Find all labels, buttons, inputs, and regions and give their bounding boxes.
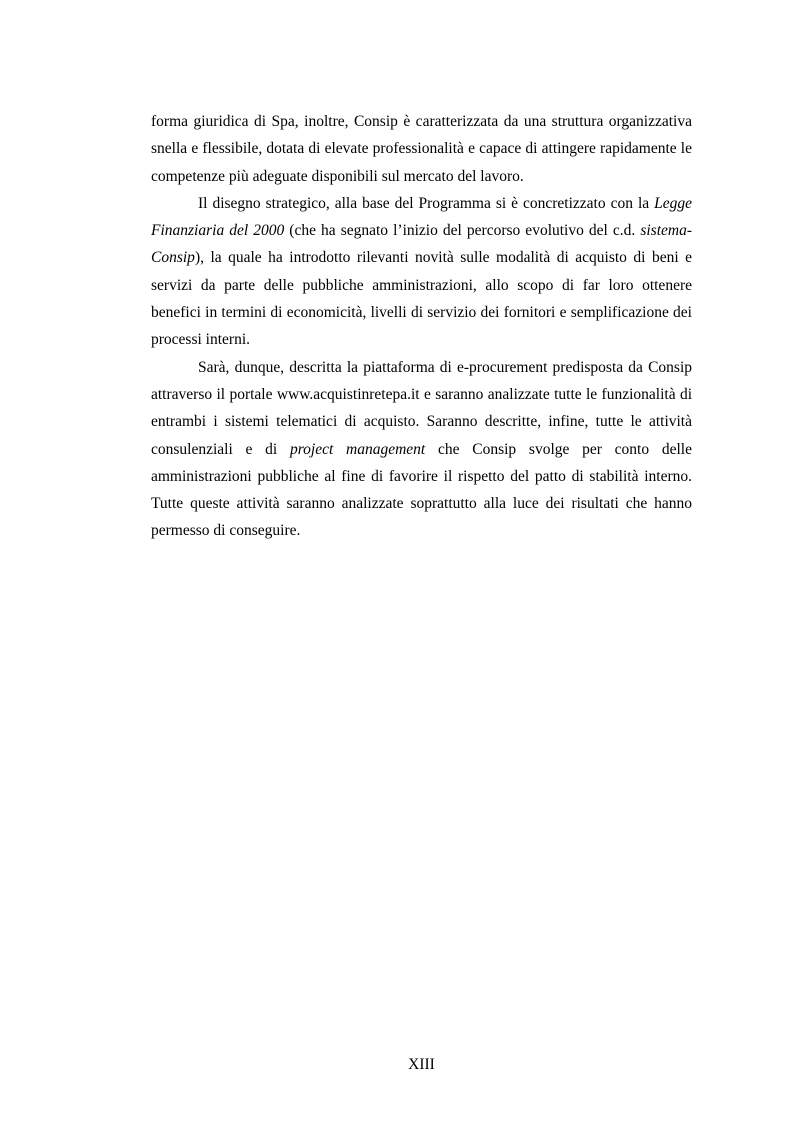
- italic-project-management: project management: [289, 440, 426, 458]
- page-number: XIII: [408, 1056, 435, 1073]
- paragraph-text: che Consip svolge per conto delle amministrazioni pubbliche al fine di favorire il rispetto del patto di stabilità interno. Tutte queste attività saranno analizzate soprattutto alla luce dei risultati che hanno permesso di conseguire.: [151, 440, 692, 540]
- paragraph-text: ), la quale ha introdotto rilevanti novità sulle modalità di acquisto di beni e servizi da parte delle pubbliche amministrazioni, allo scopo di far loro ottenere benefici in termini di economicità, livelli di servizio dei fornitori e semplificazione dei processi interni.: [151, 249, 692, 349]
- paragraph-text: (che ha segnato l’inizio del percorso evolutivo del c.d.: [284, 222, 641, 240]
- italic-law-title: Legge Finanziaria del 2000: [151, 194, 692, 240]
- paragraph-text: forma giuridica di Spa, inoltre, Consip è caratterizzata da una struttura organizzativa snella e flessibile, dotata di elevate professionalità e capace di attingere rapidamente le competenze più adeguate disponibili sul mercato del lavoro.: [151, 113, 692, 185]
- paragraph-strategic-design: [151, 190, 692, 354]
- paragraph-text: Il disegno strategico, alla base del Programma si è concretizzato con la: [198, 194, 655, 212]
- paragraph-eprocurement: [151, 354, 692, 545]
- paragraph-text: Sarà, dunque, descritta la piattaforma di e-procurement predisposta da Consip attraverso il portale www.acquistinretepa.it e saranno analizzate tutte le funzionalità di entrambi i sistemi telematici di acquisto. Saranno descritte, infine, tutte le attività consulenziali e di: [151, 358, 692, 458]
- paragraph-continuation: [151, 108, 692, 190]
- body-text: [151, 108, 692, 545]
- italic-sistema-consip: sistema-Consip: [151, 222, 692, 267]
